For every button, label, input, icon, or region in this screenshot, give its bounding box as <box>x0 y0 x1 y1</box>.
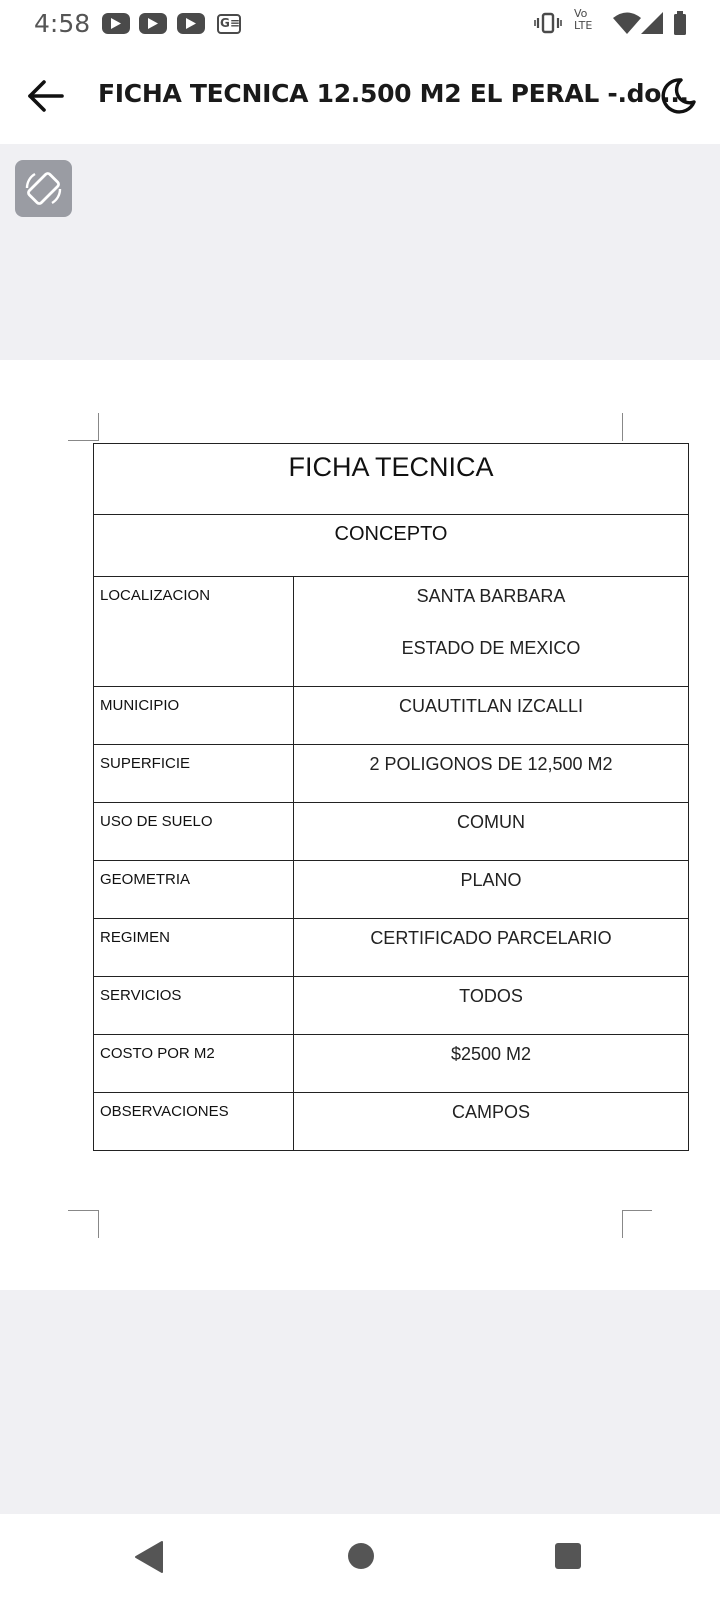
table-row <box>94 745 689 803</box>
screen-rotation-icon <box>23 168 64 209</box>
row-label: USO DE SUELO <box>94 803 294 861</box>
youtube-icon <box>139 13 167 34</box>
row-label: OBSERVACIONES <box>94 1093 294 1151</box>
row-label: REGIMEN <box>94 919 294 977</box>
battery-icon <box>673 11 687 35</box>
table-row <box>94 803 689 861</box>
row-label: SUPERFICIE <box>94 745 294 803</box>
back-button[interactable] <box>26 78 66 114</box>
document-title: FICHA TECNICA 12.500 M2 EL PERAL -.do... <box>98 79 689 108</box>
table-row <box>94 687 689 745</box>
row-label: LOCALIZACION <box>94 577 294 687</box>
rotate-screen-button[interactable] <box>15 160 72 217</box>
row-value: $2500 M2 <box>294 1035 689 1093</box>
crop-mark <box>98 1210 99 1238</box>
nav-back-button[interactable] <box>136 1542 164 1572</box>
table-concept-header: CONCEPTO <box>94 515 689 577</box>
row-value: CERTIFICADO PARCELARIO <box>294 919 689 977</box>
row-label: COSTO POR M2 <box>94 1035 294 1093</box>
table-row <box>94 919 689 977</box>
viewer-background <box>0 1290 720 1514</box>
cell-signal-icon <box>641 12 663 34</box>
table-row <box>94 861 689 919</box>
system-nav-bar <box>0 1514 720 1600</box>
crop-mark <box>68 1210 98 1211</box>
vibrate-icon <box>535 12 561 34</box>
wifi-icon <box>613 12 641 34</box>
table-title: FICHA TECNICA <box>94 444 689 515</box>
app-bar <box>0 48 720 144</box>
row-label: SERVICIOS <box>94 977 294 1035</box>
status-bar <box>0 0 720 48</box>
google-news-icon: G≡ <box>217 14 241 34</box>
row-label: GEOMETRIA <box>94 861 294 919</box>
crop-mark <box>622 413 623 441</box>
crop-mark <box>98 413 99 441</box>
row-value: SANTA BARBARA ESTADO DE MEXICO <box>294 577 689 687</box>
nav-home-button[interactable] <box>348 1543 374 1569</box>
system-icons <box>520 0 720 48</box>
row-value: CUAUTITLAN IZCALLI <box>294 687 689 745</box>
crop-mark <box>68 440 98 441</box>
row-value: CAMPOS <box>294 1093 689 1151</box>
youtube-icon <box>177 13 205 34</box>
table-row <box>94 1093 689 1151</box>
night-mode-button[interactable] <box>658 76 698 116</box>
status-time: 4:58 <box>34 9 91 38</box>
table-row <box>94 577 689 687</box>
table-row <box>94 977 689 1035</box>
nav-recents-button[interactable] <box>555 1543 581 1569</box>
row-label: MUNICIPIO <box>94 687 294 745</box>
crop-mark <box>622 1210 652 1211</box>
row-value: 2 POLIGONOS DE 12,500 M2 <box>294 745 689 803</box>
youtube-icon <box>102 13 130 34</box>
volte-indicator: Vo LTE <box>574 7 593 32</box>
table-row <box>94 1035 689 1093</box>
arrow-left-icon <box>26 78 66 114</box>
row-value: TODOS <box>294 977 689 1035</box>
viewer-background <box>0 144 720 360</box>
ficha-tecnica-table <box>93 443 689 1151</box>
crop-mark <box>622 1210 623 1238</box>
row-value: PLANO <box>294 861 689 919</box>
moon-icon <box>658 76 698 116</box>
row-value: COMUN <box>294 803 689 861</box>
